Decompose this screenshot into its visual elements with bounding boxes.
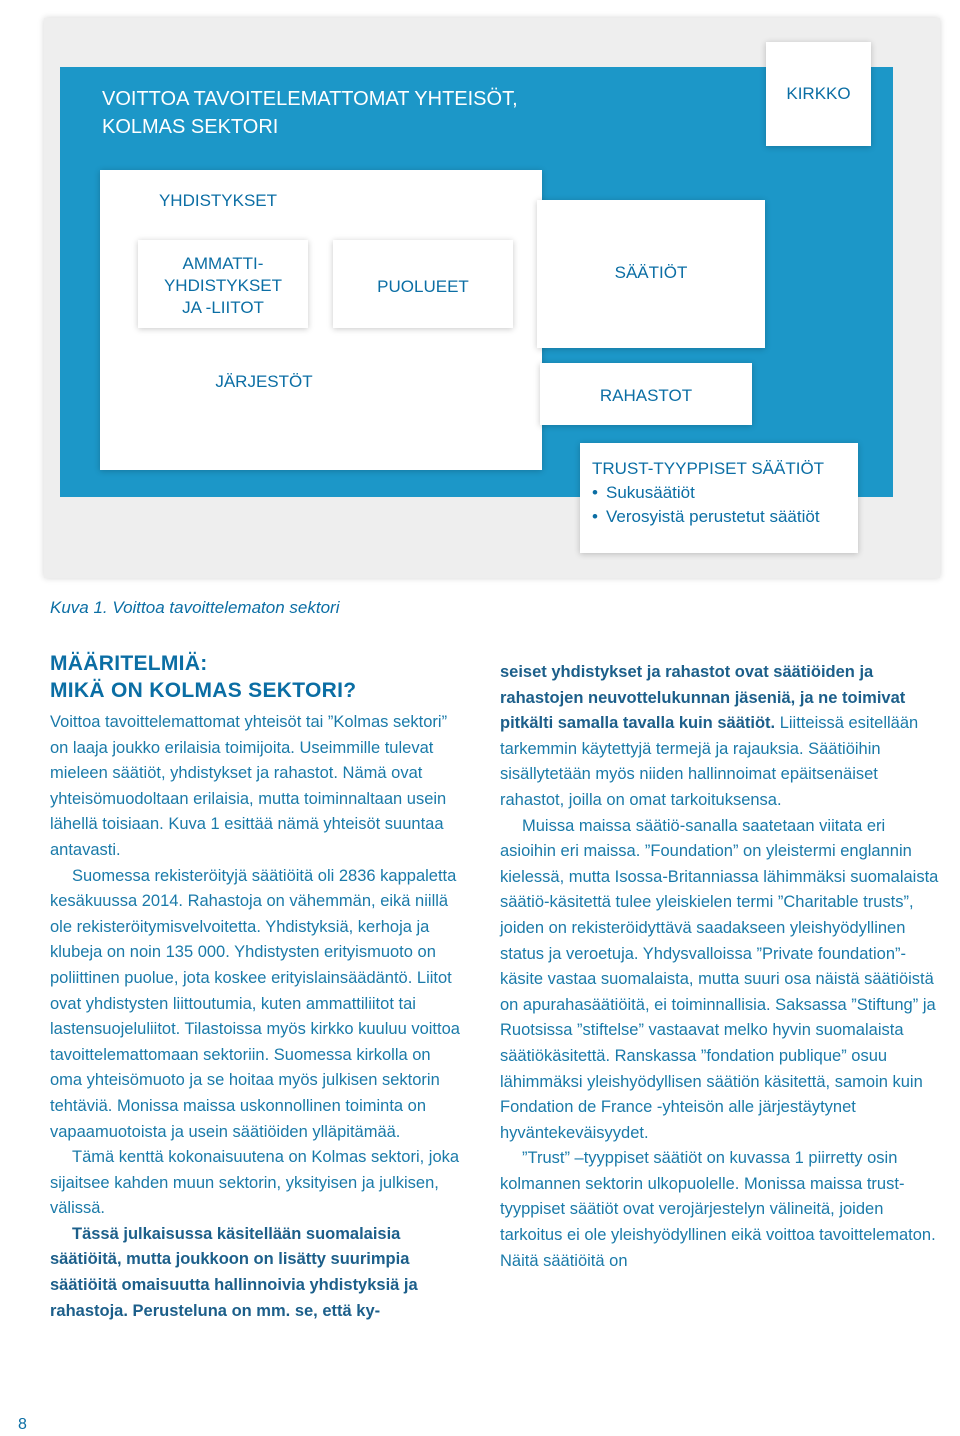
section-title [50,650,356,704]
section-title-line2: MIKÄ ON KOLMAS SEKTORI? [50,679,357,702]
figure-caption: Kuva 1. Voittoa tavoittelematon sektori [50,598,340,617]
puolueet-label: PUOLUEET [377,277,469,296]
kirkko-box [766,42,871,146]
ammattiyhdistykset-box [138,240,308,328]
left-column [50,710,460,1324]
rahastot-label: RAHASTOT [599,386,693,405]
ammatti-line3: JA -LIITOT [182,298,264,317]
trust-list [592,481,852,529]
right-column [500,660,940,1274]
left-paragraph-3: Tämä kenttä kokonaisuutena on Kolmas sektori, joka sijaitsee kahden muun sektorin, yksityisen ja julkisen, välissä. [50,1148,460,1218]
trust-item-verosyista: • Verosyistä perustetut säätiöt [592,505,852,529]
right-paragraph-1-bold: seiset yhdistykset ja rahastot ovat säätiöiden ja rahastojen neuvottelukunnan jäseniä, ja ne toimivat pitkälti samalla tavalla kuin säätiöt. [500,663,906,733]
yhdistykset-label: YHDISTYKSET [158,191,278,210]
saatiot-label: SÄÄTIÖT [614,263,688,282]
trust-title: TRUST-TYYPPISET SÄÄTIÖT [592,459,825,478]
trust-item-sukusaatiot: • Sukusäätiöt [592,481,852,505]
left-paragraph-4-bold: Tässä julkaisussa käsitellään suomalaisia säätiöitä, mutta joukkoon on lisätty suurimpia säätiöitä omaisuutta hallinnoivia yhdistyksiä ja rahastoja. Perusteluna on mm. se, että ky- [50,1224,418,1320]
trust-content [592,457,852,529]
panel-title [102,85,518,141]
ammatti-line1: AMMATTI- [182,254,264,273]
left-paragraph-1: Voittoa tavoittelemattomat yhteisöt tai ”Kolmas sektori” on laaja joukko erilaisia toimijoita. Useimmille tulevat mieleen säätiöt, yhdistykset ja rahastot. Nämä ovat yhteisömuodoltaan erilaisia, mutta toiminnaltaan usein lähellä toisiaan. Kuva 1 esittää nämä yhteisöt suuntaa antavasti. [50,713,448,859]
ammatti-line2: YHDISTYKSET [163,276,283,295]
puolueet-box [333,240,513,328]
saatiot-box [537,200,765,348]
panel-title-line1: VOITTOA TAVOITELEMATTOMAT YHTEISÖT, [102,88,518,110]
right-paragraph-3: ”Trust” –tyyppiset säätiöt on kuvassa 1 piirretty osin kolmannen sektorin ulkopuolelle. Monissa maissa trust-tyyppiset säätiöt ovat verojärjestelyn välineitä, joiden tarkoitus ei ole yleishyödyllinen eikä voittoa tavoittelematon. Näitä säätiöitä on [500,1149,936,1270]
panel-title-line2: KOLMAS SEKTORI [102,116,279,138]
jarjestot-label: JÄRJESTÖT [215,372,313,391]
rahastot-box [540,363,752,425]
right-paragraph-1-rest: Liitteissä esitellään tarkemmin käytettyjä termejä ja rajauksia. Säätiöihin sisällytetään myös niiden hallinnoimat epäitsenäiset rahastot, joilla on omat tarkoituksensa. [500,714,919,809]
ammattiyhdistykset-label [138,253,308,319]
kirkko-label: KIRKKO [786,84,851,103]
section-title-line1: MÄÄRITELMIÄ: [50,652,208,675]
page-number: 8 [18,1416,27,1433]
left-paragraph-2: Suomessa rekisteröityjä säätiöitä oli 2836 kappaletta kesäkuussa 2014. Rahastoja on vähemmän, eikä niillä ole rekisteröitymisvelvoitetta. Yhdistyksiä, kerhoja ja klubeja on noin 135 000. Yhdistysten erityismuoto on poliittinen puolue, jota koskee erityislainsäädäntö. Liitot ovat yhdistysten liittoutumia, kuten ammattiliitot tai lastensuojeluliitot. Tilastoissa myös kirkko kuuluu voittoa tavoittelemattomaan sektoriin. Suomessa kirkolla on oma yhteisömuoto ja se hoitaa myös julkisen sektorin tehtäviä. Monissa maissa uskonnollinen toiminta on vapaamuotoista ja usein säätiöiden ylläpitämää. [50,866,460,1141]
right-paragraph-2: Muissa maissa säätiö-sanalla saatetaan viitata eri asioihin eri maissa. ”Foundation” on yleistermi englannin kielessä, mutta Isossa-Britanniassa lähimmäksi suomalaista säätiö-käsitettä tulee yleiskielen termi ”Charitable trusts”, joiden on rekisteröidyttävä saadakseen yleishyödyllinen status ja veroetuja. Yhdysvalloissa ”Private foundation”-käsite vastaa suomalaista, mutta suuri osa näistä säätiöistä on apurahasäätiöitä, ei toiminnallisia. Saksassa ”Stiftung” ja Ruotsissa ”stiftelse” vastaavat melko hyvin suomalaista säätiökäsitettä. Ranskassa ”fondation publique” osuu lähimmäksi yleishyödyllisen säätiön käsitettä, samoin kuin Fondation de France -yhteisön alle järjestäytynet hyväntekeväisyydet. [500,816,939,1142]
trust-box [580,443,858,553]
